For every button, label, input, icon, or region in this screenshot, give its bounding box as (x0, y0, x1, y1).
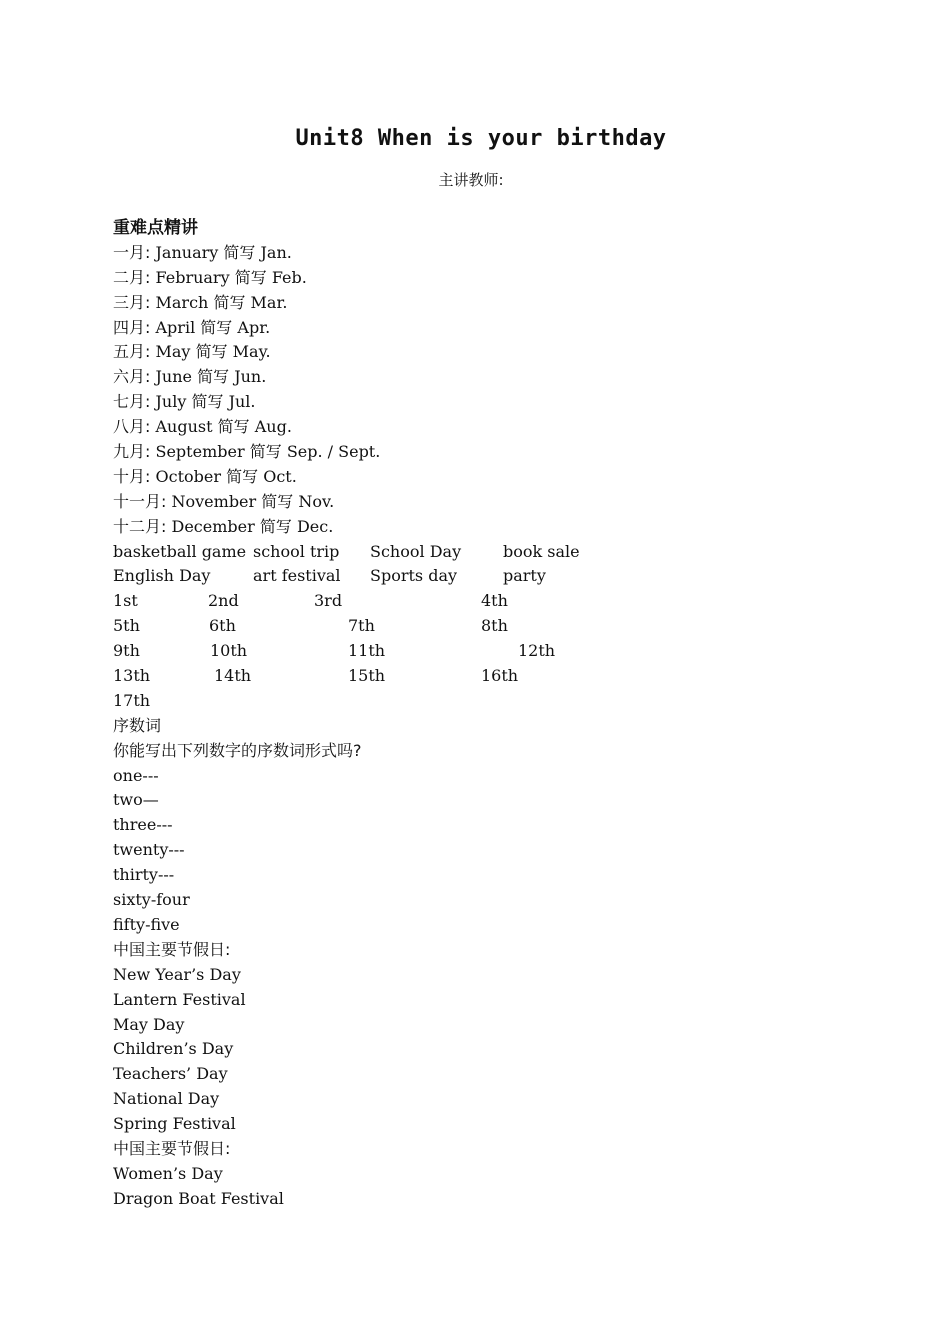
teacher-label: 主讲教师: (438, 171, 504, 189)
month-chinese: 三月 (113, 292, 146, 312)
number-list (113, 764, 873, 938)
abbreviation-label: 简写 (261, 491, 294, 511)
month-row (113, 465, 873, 490)
month-separator: : (145, 317, 151, 337)
ordinal-cell: 17th (113, 690, 151, 710)
ordinal-row (113, 664, 873, 689)
month-chinese: 四月 (113, 317, 146, 337)
holiday-item: Spring Festival (113, 1114, 236, 1134)
abbreviation-label: 简写 (234, 267, 267, 287)
month-chinese: 六月 (113, 367, 146, 387)
month-abbreviation: Feb. (271, 267, 307, 287)
month-english: January (155, 242, 219, 262)
holiday-item: Lantern Festival (113, 989, 246, 1009)
ordinal-cell: 13th (113, 666, 151, 686)
ordinal-cell: 1st (113, 591, 138, 611)
event-cell: school trip (253, 541, 340, 561)
holiday-item: Dragon Boat Festival (113, 1188, 284, 1208)
month-chinese: 九月 (113, 442, 146, 462)
ordinal-row (113, 614, 873, 639)
month-row (113, 490, 873, 515)
month-english: February (155, 267, 230, 287)
ordinal-cell: 7th (348, 616, 375, 636)
abbreviation-label: 简写 (195, 342, 228, 362)
month-separator: : (145, 442, 151, 462)
event-cell: basketball game (113, 541, 247, 561)
ordinal-cell: 5th (113, 616, 140, 636)
ordinal-cell: 2nd (208, 591, 239, 611)
month-abbreviation: Sep. / Sept. (286, 442, 381, 462)
month-row (113, 390, 873, 415)
month-list (113, 241, 873, 540)
number-item: three--- (113, 815, 173, 835)
abbreviation-label: 简写 (249, 442, 282, 462)
holidays-heading-1: 中国主要节假日: (113, 939, 231, 959)
month-abbreviation: May. (232, 342, 271, 362)
abbreviation-label: 简写 (226, 466, 259, 486)
month-row (113, 291, 873, 316)
month-english: March (155, 292, 209, 312)
month-chinese: 十月 (113, 466, 146, 486)
event-cell: art festival (253, 566, 341, 586)
number-item: thirty--- (113, 865, 175, 885)
holiday-item: Children’s Day (113, 1039, 234, 1059)
event-row (113, 564, 873, 589)
month-separator: : (161, 491, 167, 511)
month-abbreviation: Oct. (263, 466, 297, 486)
event-row (113, 540, 873, 565)
ordinal-table (113, 589, 873, 713)
month-english: December (171, 516, 255, 536)
month-english: April (155, 317, 196, 337)
month-abbreviation: Aug. (254, 417, 292, 437)
holiday-item: May Day (113, 1014, 185, 1034)
month-chinese: 八月 (113, 417, 146, 437)
month-separator: : (145, 417, 151, 437)
ordinal-cell: 16th (481, 666, 519, 686)
abbreviation-label: 简写 (223, 242, 256, 262)
holiday-item: Teachers’ Day (113, 1064, 228, 1084)
month-separator: : (145, 367, 151, 387)
abbreviation-label: 简写 (259, 516, 292, 536)
month-separator: : (145, 466, 151, 486)
month-chinese: 二月 (113, 267, 146, 287)
event-cell: School Day (370, 541, 462, 561)
holiday-item: Women’s Day (113, 1163, 223, 1183)
ordinal-row (113, 639, 873, 664)
month-row (113, 440, 873, 465)
holiday-item: New Year’s Day (113, 964, 241, 984)
month-abbreviation: Dec. (296, 516, 334, 536)
number-item: two— (113, 790, 159, 810)
month-chinese: 十二月 (113, 516, 162, 536)
month-english: June (155, 367, 192, 387)
month-english: May (155, 342, 191, 362)
event-table (113, 540, 873, 590)
abbreviation-label: 简写 (217, 417, 250, 437)
month-separator: : (145, 392, 151, 412)
number-item: twenty--- (113, 840, 185, 860)
document-body (113, 216, 873, 1212)
month-chinese: 五月 (113, 342, 146, 362)
ordinal-question: 你能写出下列数字的序数词形式吗? (113, 740, 362, 760)
ordinal-cell: 12th (518, 641, 556, 661)
number-item: fifty-five (113, 914, 180, 934)
section-heading: 重难点精讲 (113, 218, 198, 238)
month-separator: : (145, 242, 151, 262)
month-abbreviation: Jul. (228, 392, 256, 412)
holiday-item: National Day (113, 1089, 220, 1109)
number-item: sixty-four (113, 890, 190, 910)
ordinal-cell: 9th (113, 641, 140, 661)
ordinal-cell: 11th (348, 641, 386, 661)
month-english: November (171, 491, 257, 511)
ordinal-row (113, 589, 873, 614)
abbreviation-label: 简写 (197, 367, 230, 387)
month-row (113, 415, 873, 440)
ordinal-cell: 3rd (314, 591, 343, 611)
month-chinese: 一月 (113, 242, 146, 262)
event-cell: Sports day (370, 566, 458, 586)
month-row (113, 241, 873, 266)
event-cell: book sale (503, 541, 580, 561)
month-row (113, 316, 873, 341)
month-row (113, 340, 873, 365)
number-item: one--- (113, 765, 159, 785)
month-chinese: 七月 (113, 392, 146, 412)
abbreviation-label: 简写 (213, 292, 246, 312)
event-cell: party (503, 566, 546, 586)
holiday-list-1 (113, 963, 873, 1137)
holiday-list-2 (113, 1162, 873, 1212)
month-row (113, 266, 873, 291)
month-row (113, 515, 873, 540)
ordinal-cell: 8th (481, 616, 508, 636)
month-english: October (155, 466, 221, 486)
ordinal-cell: 6th (209, 616, 236, 636)
month-english: July (155, 392, 187, 412)
month-separator: : (145, 267, 151, 287)
holidays-heading-2: 中国主要节假日: (113, 1138, 231, 1158)
month-chinese: 十一月 (113, 491, 162, 511)
ordinal-cell: 10th (210, 641, 248, 661)
event-cell: English Day (113, 566, 211, 586)
abbreviation-label: 简写 (191, 392, 224, 412)
month-abbreviation: Mar. (250, 292, 288, 312)
ordinal-cell: 15th (348, 666, 386, 686)
month-separator: : (145, 342, 151, 362)
month-separator: : (161, 516, 167, 536)
month-english: September (155, 442, 245, 462)
month-row (113, 365, 873, 390)
month-abbreviation: Jun. (234, 367, 267, 387)
month-english: August (155, 417, 213, 437)
ordinal-heading: 序数词 (113, 715, 162, 735)
month-abbreviation: Apr. (237, 317, 271, 337)
month-abbreviation: Nov. (298, 491, 335, 511)
month-separator: : (145, 292, 151, 312)
document-title: Unit8 When is your birthday (295, 126, 667, 151)
ordinal-cell: 4th (481, 591, 508, 611)
abbreviation-label: 简写 (200, 317, 233, 337)
ordinal-cell: 14th (214, 666, 252, 686)
month-abbreviation: Jan. (260, 242, 292, 262)
ordinal-row (113, 689, 873, 714)
